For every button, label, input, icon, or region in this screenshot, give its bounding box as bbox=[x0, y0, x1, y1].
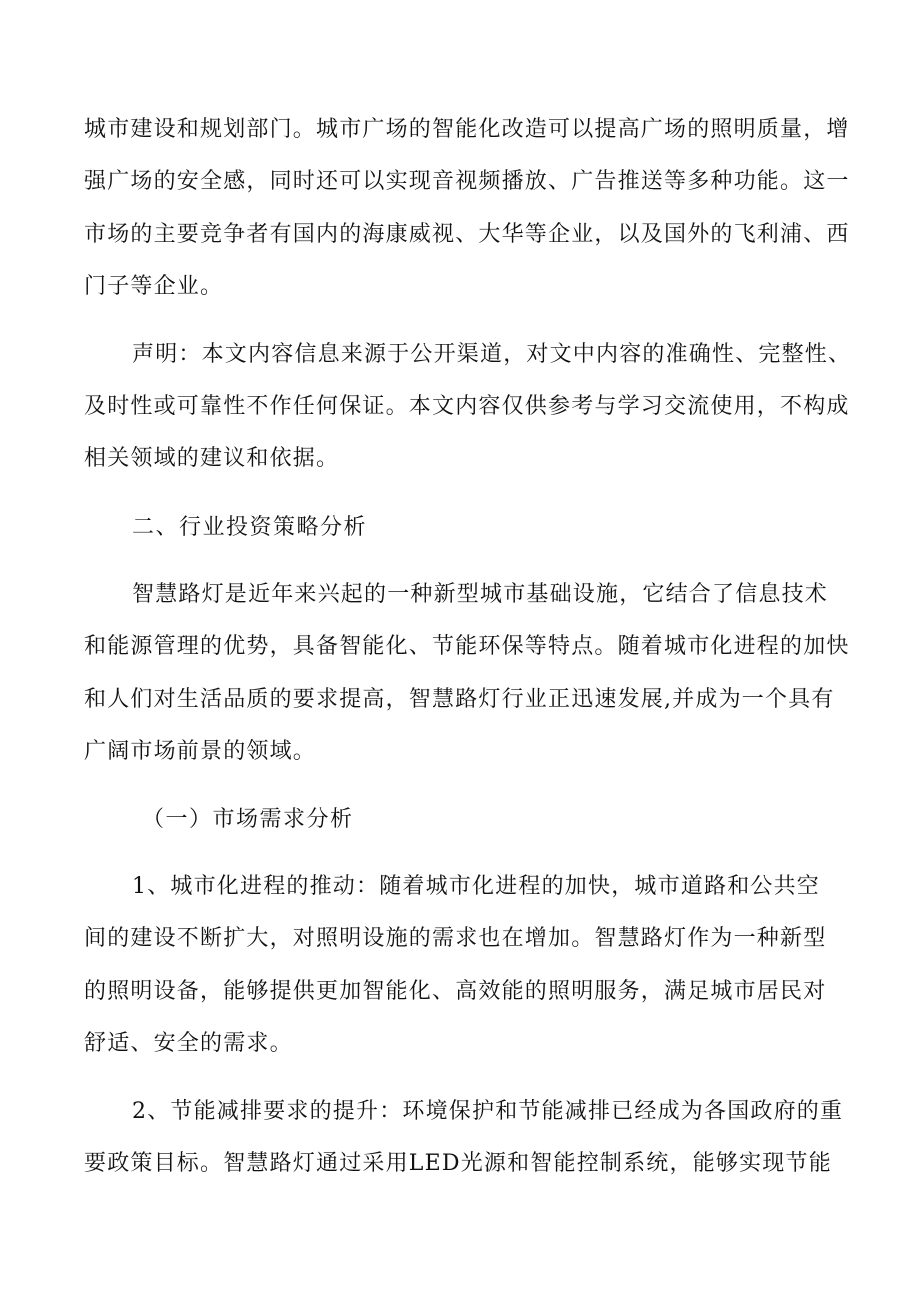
subsection-heading: （一）市场需求分析 bbox=[142, 807, 354, 832]
text-line: 及时性或可靠性不作任何保证。本文内容仅供参考与学习交流使用，不构成 bbox=[84, 394, 850, 419]
text-line: 强广场的安全感，同时还可以实现音视频播放、广告推送等多种功能。这一 bbox=[84, 169, 850, 194]
text-line: 要政策目标。智慧路灯通过采用LED光源和智能控制系统，能够实现节能 bbox=[84, 1151, 832, 1176]
text-line: 间的建设不断扩大，对照明设施的需求也在增加。智慧路灯作为一种新型 bbox=[84, 926, 827, 951]
text-line: 广阔市场前景的领域。 bbox=[84, 739, 317, 764]
text-line: 城市建设和规划部门。城市广场的智能化改造可以提高广场的照明质量，增 bbox=[84, 117, 850, 142]
text-line: 2、节能减排要求的提升：环境保护和节能减排已经成为各国政府的重 bbox=[132, 1099, 844, 1124]
text-line: 市场的主要竞争者有国内的海康威视、大华等企业，以及国外的飞利浦、西 bbox=[84, 222, 850, 247]
text-line: 1、城市化进程的推动：随着城市化进程的加快，城市道路和公共空 bbox=[132, 874, 820, 899]
section-heading: 二、行业投资策略分析 bbox=[132, 515, 368, 540]
text-line: 相关领域的建议和依据。 bbox=[84, 446, 340, 471]
text-line: 和人们对生活品质的要求提高，智慧路灯行业正迅速发展,并成为一个具有 bbox=[84, 687, 835, 712]
text-line: 声明：本文内容信息来源于公开渠道，对文中内容的准确性、完整性、 bbox=[132, 342, 852, 367]
text-line: 门子等企业。 bbox=[84, 274, 224, 299]
text-line: 智慧路灯是近年来兴起的一种新型城市基础设施，它结合了信息技术 bbox=[132, 582, 829, 607]
text-line: 和能源管理的优势，具备智能化、节能环保等特点。随着城市化进程的加快 bbox=[84, 634, 850, 659]
text-line: 的照明设备，能够提供更加智能化、高效能的照明服务，满足城市居民对 bbox=[84, 979, 827, 1004]
text-line: 舒适、安全的需求。 bbox=[84, 1031, 293, 1056]
